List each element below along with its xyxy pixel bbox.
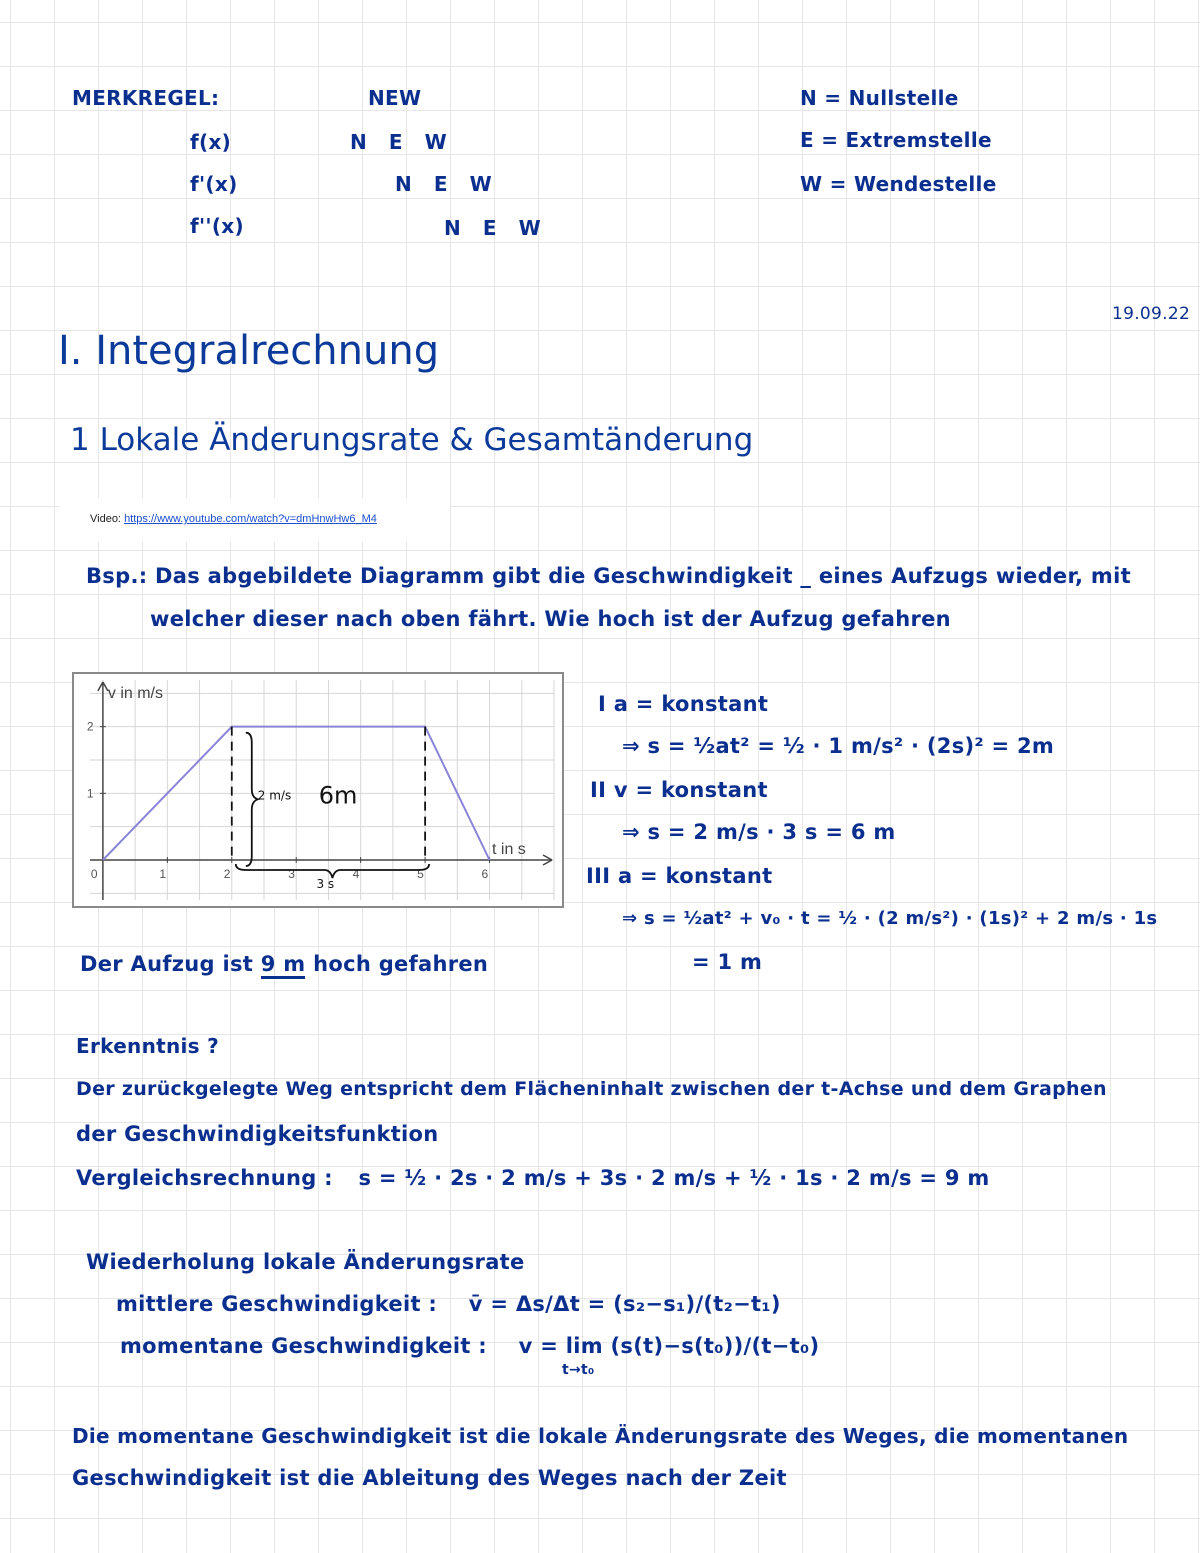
merkregel-letters-2: N E W <box>395 172 492 196</box>
step3-result: = 1 m <box>692 950 763 974</box>
answer-pre: Der Aufzug ist <box>80 952 254 976</box>
height-annotation: 2 m/s <box>257 788 292 803</box>
inst-label: momentane Geschwindigkeit : <box>120 1334 487 1358</box>
y-tick-label: 2 <box>86 719 94 734</box>
x-tick-label: 4 <box>352 867 360 881</box>
video-label: Video: <box>90 513 121 525</box>
y-axis-label: v in m/s <box>107 685 164 702</box>
avg-equation: v̄ = Δs/Δt = (s₂−s₁)/(t₂−t₁) <box>468 1292 781 1316</box>
answer-line <box>80 952 488 976</box>
answer-post: hoch gefahren <box>313 952 489 976</box>
date: 19.09.22 <box>1112 304 1191 324</box>
merkregel-fn-2: f'(x) <box>190 172 238 196</box>
new-label: NEW <box>368 86 422 110</box>
compare-equation: s = ½ · 2s · 2 m/s + 3s · 2 m/s + ½ · 1s · 2 m/s = 9 m <box>358 1166 990 1190</box>
insight-label: Erkenntnis ? <box>76 1034 220 1058</box>
step2-eq: ⇒ s = 2 m/s · 3 s = 6 m <box>622 820 896 844</box>
merkregel-title: MERKREGEL: <box>72 86 220 110</box>
area-annotation: 6m <box>318 781 358 810</box>
x-tick-label: 3 <box>288 867 295 881</box>
x-tick-label: 0 <box>90 867 98 881</box>
compare-line <box>76 1166 990 1190</box>
chapter-heading: I. Integralrechnung <box>58 328 440 374</box>
step1-head: I a = konstant <box>598 692 769 716</box>
inst-limit-sub: t→t₀ <box>562 1362 595 1378</box>
merkregel-fn-3: f''(x) <box>190 214 244 238</box>
width-brace <box>236 864 429 878</box>
section-heading: 1 Lokale Änderungsrate & Gesamtänderung <box>70 422 754 458</box>
inst-equation: v = lim (s(t)−s(t₀))/(t−t₀) <box>518 1334 820 1358</box>
example-line-2: welcher dieser nach oben fährt. Wie hoch ist der Aufzug gefahren <box>150 607 951 631</box>
velocity-chart-svg <box>74 674 562 906</box>
merkregel-letters-3: N E W <box>444 216 541 240</box>
legend-nullstelle: N = Nullstelle <box>800 86 959 110</box>
insight-line-2: der Geschwindigkeitsfunktion <box>76 1122 439 1146</box>
y-tick-label: 1 <box>86 786 94 801</box>
x-axis-label: t in s <box>492 841 526 858</box>
x-tick-label: 5 <box>417 867 424 881</box>
insight-line-1: Der zurückgelegte Weg entspricht dem Flächeninhalt zwischen der t-Achse und dem Graphen <box>76 1078 1107 1100</box>
conclusion-line-1: Die momentane Geschwindigkeit ist die lokale Änderungsrate des Weges, die momentanen <box>72 1424 1129 1448</box>
step2-head: II v = konstant <box>590 778 768 802</box>
merkregel-fn-1: f(x) <box>190 130 232 154</box>
step1-eq: ⇒ s = ½at² = ½ · 1 m/s² · (2s)² = 2m <box>622 734 1055 758</box>
x-tick-label: 6 <box>481 867 489 881</box>
velocity-chart <box>72 672 564 908</box>
legend-wendestelle: W = Wendestelle <box>800 172 997 196</box>
step3-head: III a = konstant <box>586 864 773 888</box>
repeat-title: Wiederholung lokale Änderungsrate <box>86 1250 525 1274</box>
inst-line <box>120 1334 819 1358</box>
x-tick-label: 1 <box>159 867 167 881</box>
avg-line <box>116 1292 781 1316</box>
compare-label: Vergleichsrechnung : <box>76 1166 333 1190</box>
avg-label: mittlere Geschwindigkeit : <box>116 1292 438 1316</box>
x-tick-label: 2 <box>223 867 231 881</box>
step3-eq: ⇒ s = ½at² + v₀ · t = ½ · (2 m/s²) · (1s)² + 2 m/s · 1s <box>622 908 1158 929</box>
video-link[interactable]: https://www.youtube.com/watch?v=dmHnwHw6_M4 <box>124 513 377 525</box>
answer-value: 9 m <box>261 952 306 979</box>
example-line-1: Bsp.: Das abgebildete Diagramm gibt die Geschwindigkeit _ eines Aufzugs wieder, mit <box>86 564 1131 588</box>
legend-extremstelle: E = Extremstelle <box>800 128 992 152</box>
video-line <box>90 513 377 525</box>
height-brace <box>246 733 258 866</box>
conclusion-line-2: Geschwindigkeit ist die Ableitung des Weges nach der Zeit <box>72 1466 787 1490</box>
width-annotation: 3 s <box>316 877 335 891</box>
merkregel-letters-1: N E W <box>350 130 447 154</box>
